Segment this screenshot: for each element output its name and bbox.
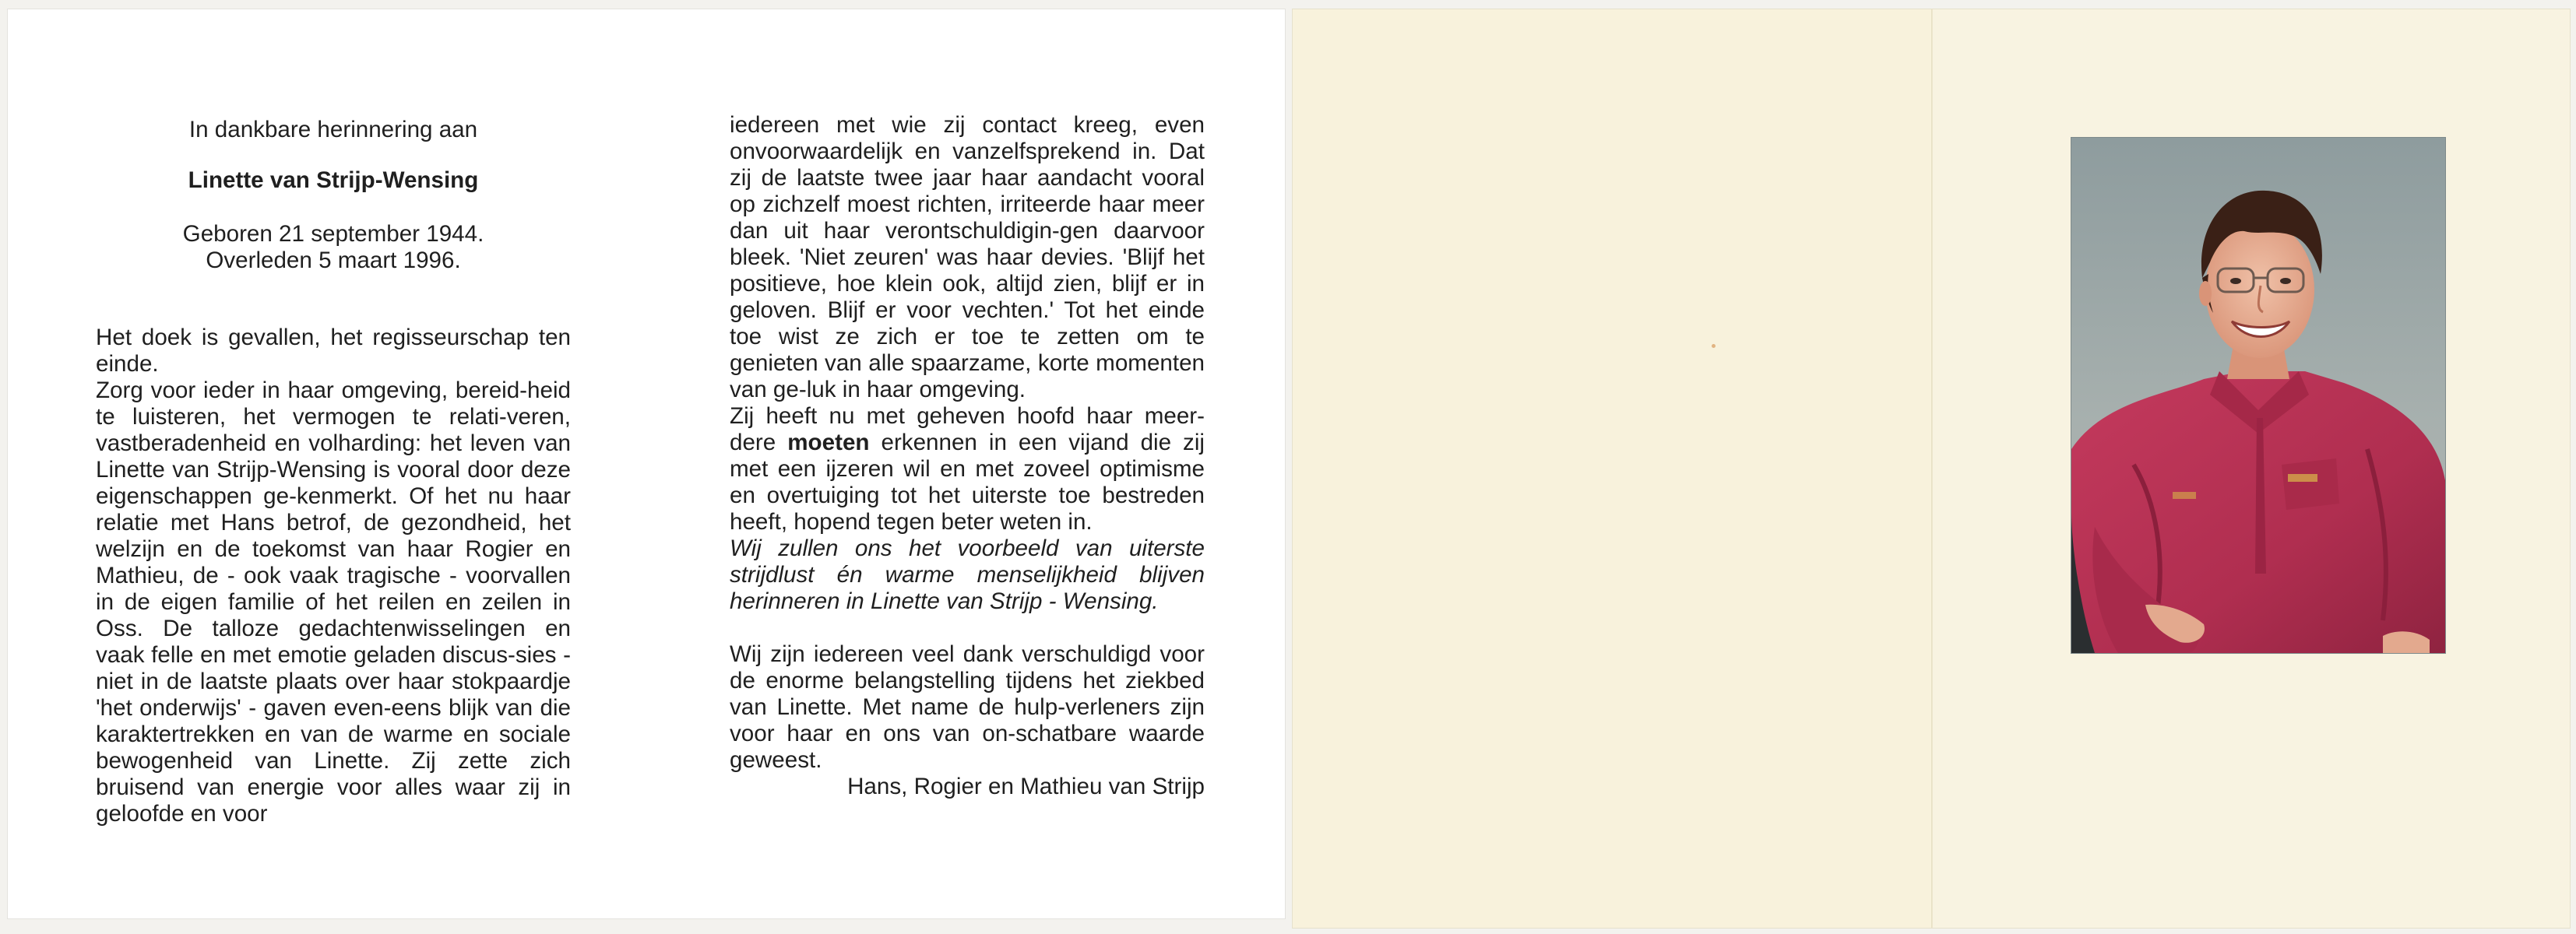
deceased-name: Linette van Strijp-Wensing xyxy=(188,167,479,193)
thanks-paragraph: Wij zijn iedereen veel dank verschuldigd voor de enorme belangstelling tijdens het ziekbed van Linette. Met name de hulp-verleners zijn voor haar en ons van on-schatbare waarde geweest. xyxy=(730,641,1205,773)
illness-paragraph xyxy=(730,403,1205,535)
illness-text-start: Zij heeft nu met geheven hoofd haar meer-dere xyxy=(730,403,1205,455)
card-fold xyxy=(1931,9,1933,928)
death-date: Overleden 5 maart 1996. xyxy=(206,248,461,273)
memorial-text-card xyxy=(8,9,1285,918)
illness-text-end: erkennen in een vijand die zij met een ijzeren wil en met zoveel optimisme en overtuiging tot het uiterste toe bestreden heeft, hopend tegen beter weten in. xyxy=(730,430,1205,535)
family-signature: Hans, Rogier en Mathieu van Strijp xyxy=(847,774,1205,799)
blank-inner-panel xyxy=(1293,9,1931,928)
continuation-paragraph: iedereen met wie zij contact kreeg, even onvoorwaardelijk en vanzelfsprekend in. Dat zij de laatste twee jaar haar aandacht vooral op zichzelf moest richten, irriteerde haar meer dan uit haar verontschuldigin-gen daarvoor bleek. 'Niet zeuren' was haar devies. 'Blijf het positieve, hoe klein ook, altijd zien, blijf er in geloven. Blijf er voor vechten.' Tot het einde toe wist ze zich er toe te zetten om te genieten van alle spaarzame, korte momenten van ge-luk in haar omgeving. xyxy=(730,112,1205,402)
emphasized-word: moeten xyxy=(787,430,870,455)
intro-line: In dankbare herinnering aan xyxy=(188,117,478,142)
birth-date: Geboren 21 september 1944. xyxy=(182,221,484,247)
paper-speck xyxy=(1712,344,1716,348)
memorial-photo-card xyxy=(1293,9,2570,928)
character-paragraph: Zorg voor ieder in haar omgeving, bereid-heid te luisteren, het vermogen te relati-veren, vastberadenheid en volharding: het leven van Linette van Strijp-Wensing is vooral door deze eigenschappen ge-kenmerkt. Of het nu haar relatie met Hans betrof, de gezondheid, het welzijn en de toekomst van haar Rogier en Mathieu, de - ook vaak tragische - voorvallen in de eigen familie of het reilen en zeilen in Oss. De talloze gedachtenwisselingen en vaak felle en met emotie geladen discus-sies - niet in de laatste plaats over haar stokpaardje 'het onderwijs' - gaven even-eens blijk van die karaktertrekken en van de warme en sociale bewogenheid van Linette. Zij zette zich bruisend van energie voor alles waar zij in geloofde en voor xyxy=(96,377,571,827)
remembrance-paragraph: Wij zullen ons het voorbeeld van uiterste strijdlust én warme menselijkheid blijven herinneren in Linette van Strijp - Wensing. xyxy=(730,535,1205,614)
opening-paragraph: Het doek is gevallen, het regisseurschap ten einde. xyxy=(96,325,571,377)
life-dates xyxy=(96,221,571,274)
portrait-photo xyxy=(2071,138,2445,653)
